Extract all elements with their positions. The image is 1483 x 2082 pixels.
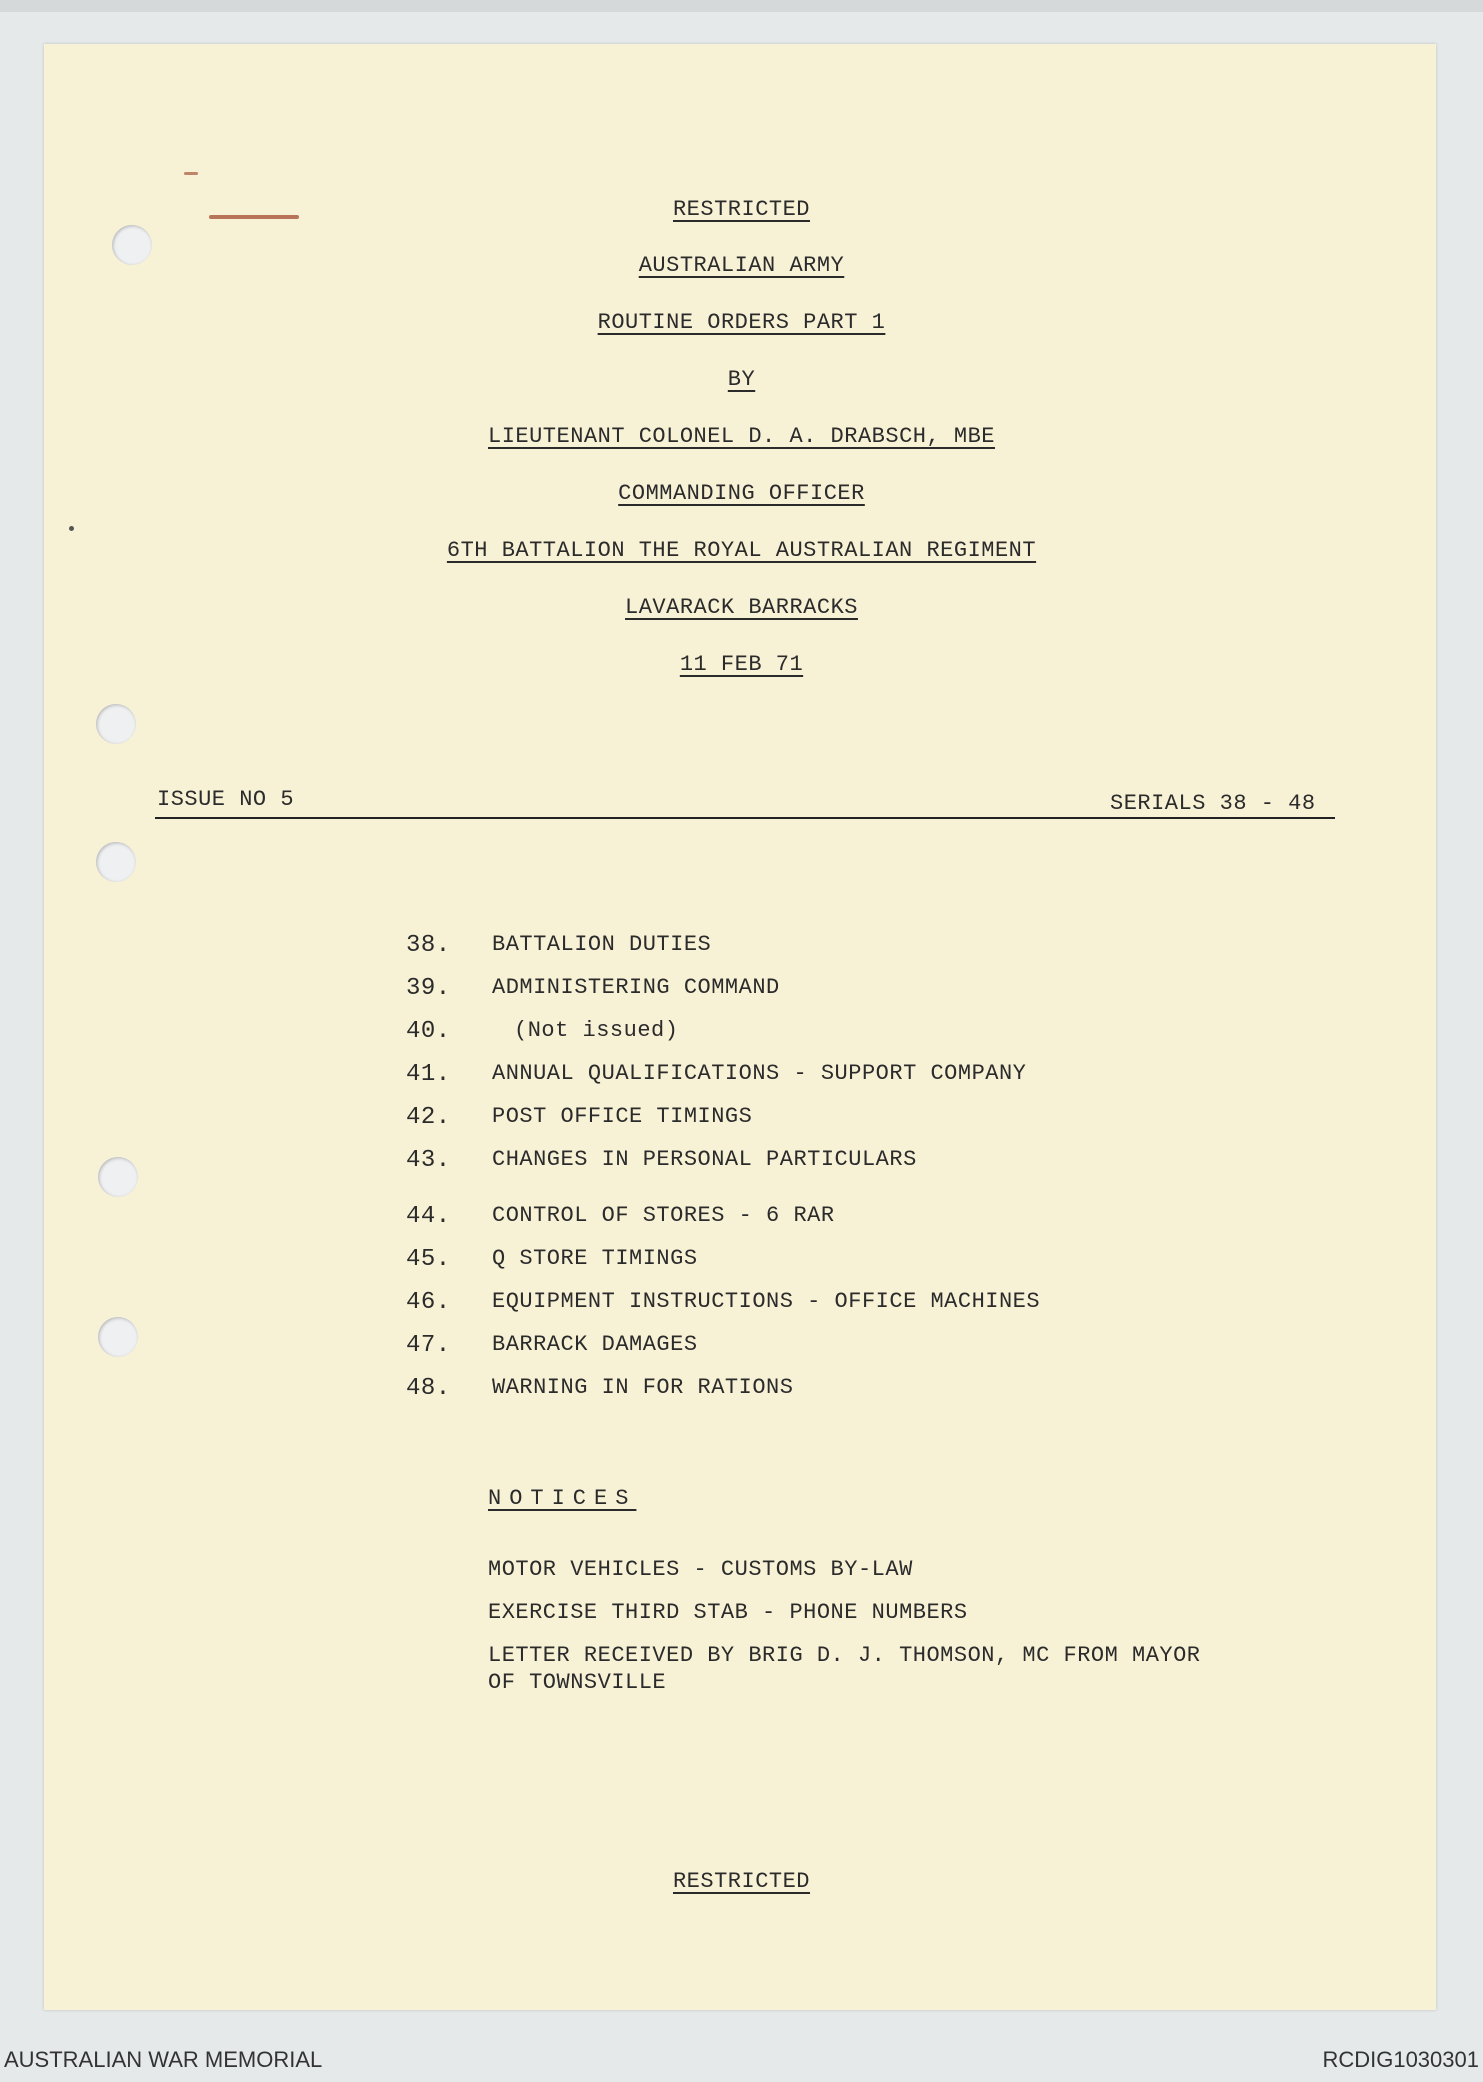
punch-hole bbox=[96, 704, 136, 744]
header-role: COMMANDING OFFICER bbox=[618, 481, 865, 506]
notice-item: MOTOR VEHICLES - CUSTOMS BY-LAW bbox=[488, 1557, 913, 1582]
item-number: 41. bbox=[406, 1061, 451, 1088]
header-date: 11 FEB 71 bbox=[679, 652, 804, 677]
header-classification: RESTRICTED bbox=[672, 197, 811, 222]
item-number: 43. bbox=[406, 1147, 451, 1174]
punch-hole bbox=[98, 1317, 138, 1357]
notices-heading: NOTICES bbox=[488, 1486, 637, 1511]
item-text: Q STORE TIMINGS bbox=[492, 1246, 698, 1271]
item-number: 46. bbox=[406, 1289, 451, 1316]
top-edge bbox=[0, 0, 1483, 12]
header-organisation: AUSTRALIAN ARMY bbox=[638, 253, 845, 278]
footer-classification: RESTRICTED bbox=[672, 1869, 811, 1894]
item-text: (Not issued) bbox=[514, 1018, 679, 1043]
record-id-caption: RCDIG1030301 bbox=[1322, 2047, 1479, 2072]
item-number: 45. bbox=[406, 1246, 451, 1273]
item-number: 38. bbox=[406, 932, 451, 959]
header-title: ROUTINE ORDERS PART 1 bbox=[597, 310, 886, 335]
rust-stain bbox=[184, 172, 198, 175]
punch-hole bbox=[96, 842, 136, 882]
item-number: 39. bbox=[406, 975, 451, 1002]
document-page bbox=[44, 44, 1436, 2010]
item-text: CHANGES IN PERSONAL PARTICULARS bbox=[492, 1147, 917, 1172]
item-text: EQUIPMENT INSTRUCTIONS - OFFICE MACHINES bbox=[492, 1289, 1041, 1314]
item-text: ANNUAL QUALIFICATIONS - SUPPORT COMPANY bbox=[492, 1061, 1027, 1086]
item-text: POST OFFICE TIMINGS bbox=[492, 1104, 753, 1129]
issue-number: ISSUE NO 5 bbox=[157, 787, 295, 812]
item-number: 40. bbox=[406, 1018, 451, 1045]
item-number: 42. bbox=[406, 1104, 451, 1131]
header-location: LAVARACK BARRACKS bbox=[625, 595, 858, 620]
item-number: 48. bbox=[406, 1375, 451, 1402]
notice-item: EXERCISE THIRD STAB - PHONE NUMBERS bbox=[488, 1600, 968, 1625]
punch-hole bbox=[98, 1157, 138, 1197]
item-text: WARNING IN FOR RATIONS bbox=[492, 1375, 794, 1400]
item-text: ADMINISTERING COMMAND bbox=[492, 975, 780, 1000]
item-text: BATTALION DUTIES bbox=[492, 932, 712, 957]
header-unit: 6TH BATTALION THE ROYAL AUSTRALIAN REGIMENT bbox=[446, 538, 1037, 563]
source-caption: AUSTRALIAN WAR MEMORIAL bbox=[4, 2047, 323, 2072]
item-number: 44. bbox=[406, 1203, 451, 1230]
item-text: CONTROL OF STORES - 6 RAR bbox=[492, 1203, 835, 1228]
item-text: BARRACK DAMAGES bbox=[492, 1332, 698, 1357]
notice-item: LETTER RECEIVED BY BRIG D. J. THOMSON, MC FROM MAYOR OF TOWNSVILLE bbox=[488, 1643, 1201, 1695]
ink-dot bbox=[69, 526, 74, 531]
header-by: BY bbox=[727, 367, 756, 392]
item-number: 47. bbox=[406, 1332, 451, 1359]
section-rule bbox=[155, 817, 1335, 819]
header-officer: LIEUTENANT COLONEL D. A. DRABSCH, MBE bbox=[488, 424, 995, 449]
notices-list bbox=[488, 1556, 1201, 1712]
serials-range: SERIALS 38 - 48 bbox=[1110, 791, 1316, 816]
